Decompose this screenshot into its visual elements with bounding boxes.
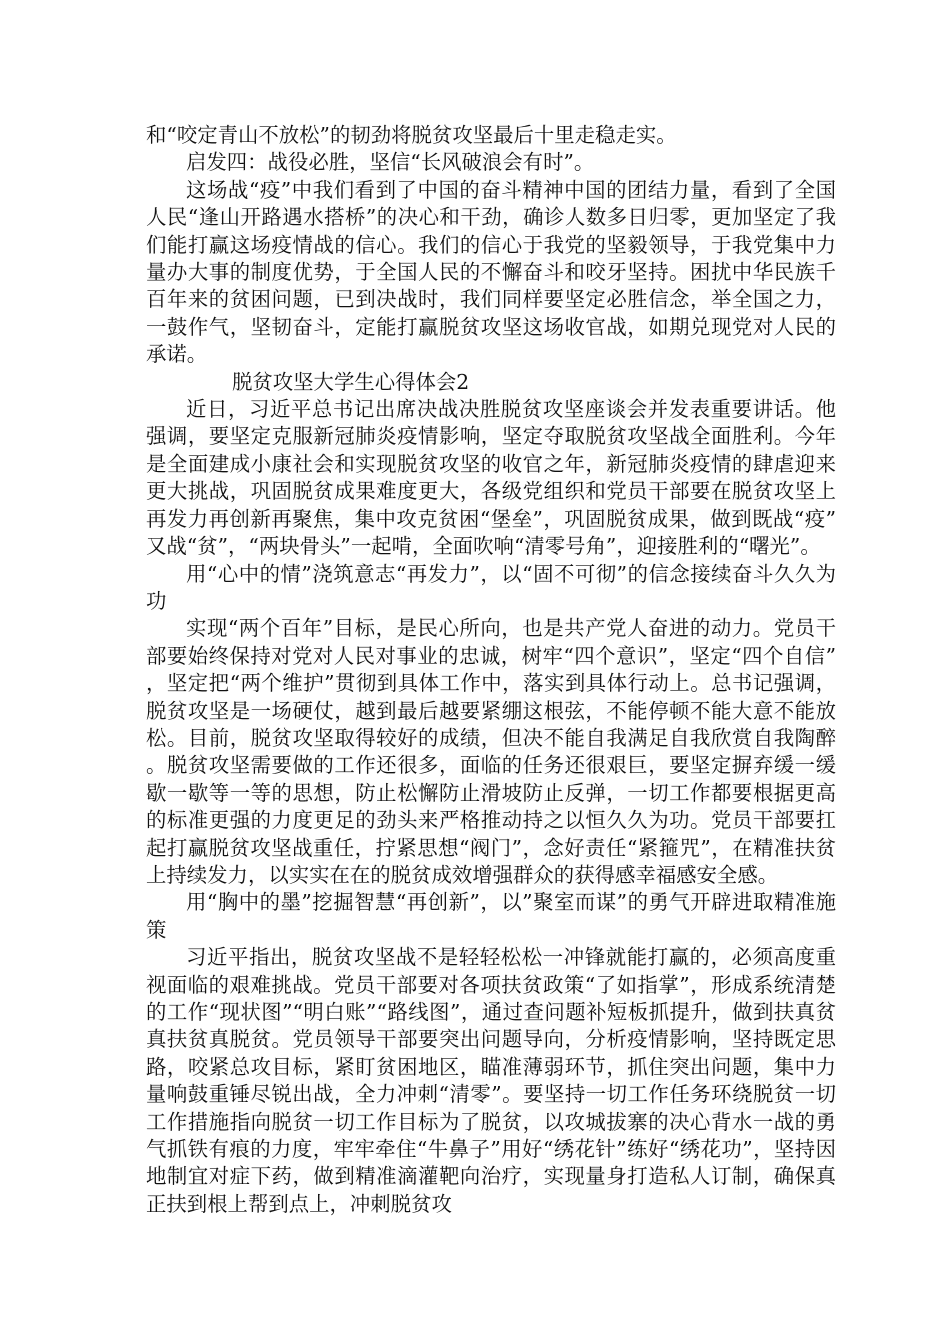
paragraph-continuation: 和“咬定青山不放松”的韧劲将脱贫攻坚最后十里走稳走实。	[146, 123, 677, 147]
section-title: 脱贫攻坚大学生心得体会2	[232, 369, 470, 394]
paragraph-heading-heart-feeling: 用“心中的情”浇筑意志“再发力”，以“固不可彻”的信念接续奋斗久久为功	[146, 561, 836, 613]
paragraph-symposium-speech: 近日，习近平总书记出席决战决胜脱贫攻坚座谈会并发表重要讲话。他强调，要坚定克服新冠肺炎疫情影响，坚定夺取脱贫攻坚战全面胜利。今年是全面建成小康社会和实现脱贫攻坚的收官之年，新冠肺炎疫情的肆虐迎来更大挑战，巩固脱贫成果难度更大，各级党组织和党员干部要在脱贫攻坚上再发力再创新再聚焦，集中攻克贫困“堡垒”，巩固脱贫成果，做到既战“疫”又战“贫”，“两块骨头”一起啃，全面吹响“清零号角”，迎接胜利的“曙光”。	[146, 397, 836, 559]
document-page	[146, 122, 836, 1218]
paragraph-heading-ink-wisdom: 用“胸中的墨”挖掘智慧“再创新”，以”聚室而谋”的勇气开辟进取精准施策	[146, 890, 836, 942]
paragraph-epidemic-fight: 这场战“疫”中我们看到了中国的奋斗精神中国的团结力量，看到了全国人民“逢山开路遇水搭桥”的决心和干劲，确诊人数多日归零，更加坚定了我们能打赢这场疫情战的信心。我们的信心于我党的坚毅领导，于我党集中力量办大事的制度优势，于全国人民的不懈奋斗和咬牙坚持。困扰中华民族千百年来的贫困问题，已到决战时，我们同样要坚定必胜信念，举全国之力，一鼓作气，坚韧奋斗，定能打赢脱贫攻坚这场收官战，如期兑现党对人民的承诺。	[146, 177, 836, 367]
paragraph-precise-measures: 习近平指出，脱贫攻坚战不是轻轻松松一冲锋就能打赢的，必须高度重视面临的艰难挑战。党员干部要对各项扶贫政策“了如指掌”，形成系统清楚的工作“现状图”“明白账”“路线图”，通过查问题补短板抓提升，做到扶真贫真扶贫真脱贫。党员领导干部要突出问题导向，分析疫情影响，坚持既定思路，咬紧总攻目标，紧盯贫困地区，瞄准薄弱环节，抓住突出问题，集中力量响鼓重锤尽锐出战，全力冲刺“清零”。要坚持一切工作任务环绕脱贫一切工作措施指向脱贫一切工作目标为了脱贫，以攻城拔寨的决心背水一战的勇气抓铁有痕的力度，牢牢牵住“牛鼻子”用好“绣花针”练好“绣花功”，坚持因地制宜对症下药，做到精准滴灌靶向治疗，实现量身打造私人订制，确保真正扶到根上帮到点上，冲刺脱贫攻	[146, 945, 836, 1216]
paragraph-heading-inspiration-four: 启发四：战役必胜，坚信“长风破浪会有时”。	[186, 150, 595, 175]
paragraph-two-centenary-goals: 实现“两个百年”目标，是民心所向，也是共产党人奋进的动力。党员干部要始终保持对党对人民对事业的忠诚，树牢“四个意识”，坚定“四个自信”，坚定把“两个维护”贯彻到具体工作中，落实到具体行动上。总书记强调，脱贫攻坚是一场硬仗，越到最后越要紧绷这根弦，不能停顿不能大意不能放松。目前，脱贫攻坚取得较好的成绩，但决不能自我满足自我欣赏自我陶醉。脱贫攻坚需要做的工作还很多，面临的任务还很艰巨，要坚定摒弃缓一缓歇一歇等一等的思想，防止松懈防止滑坡防止反弹，一切工作都要根据更高的标准更强的力度更足的劲头来严格推动持之以恒久久为功。党员干部要扛起打赢脱贫攻坚战重任，拧紧思想“阀门”，念好责任“紧箍咒”，在精准扶贫上持续发力，以实实在在的脱贫成效增强群众的获得感幸福感安全感。	[146, 616, 836, 887]
